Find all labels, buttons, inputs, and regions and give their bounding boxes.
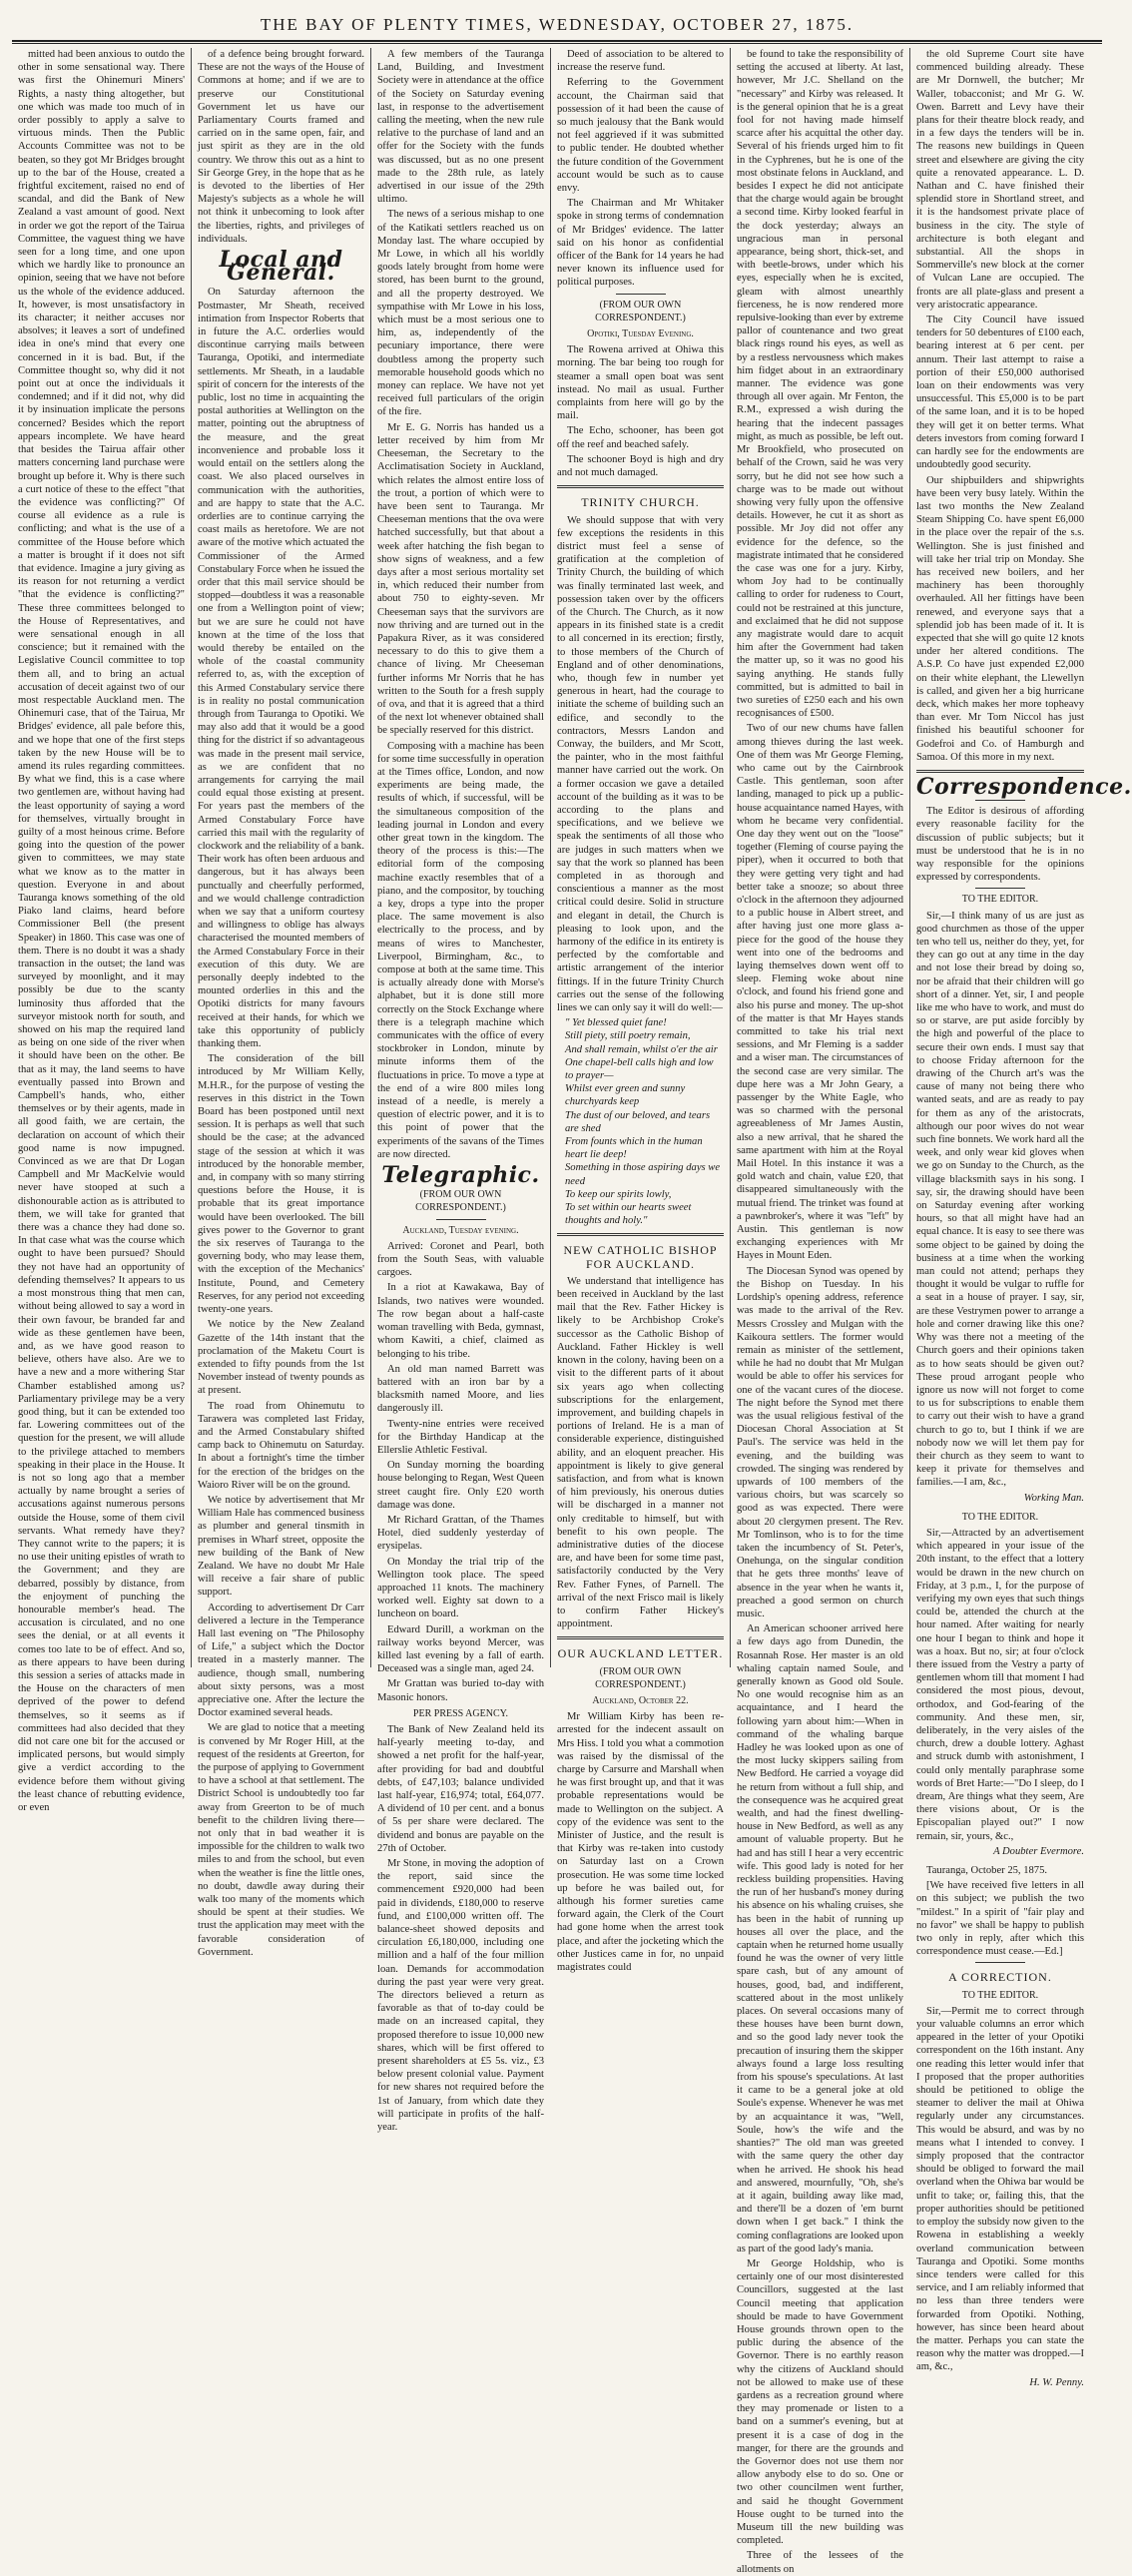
local-general-title: Local and General. bbox=[219, 247, 343, 287]
masthead: THE BAY OF PLENTY TIMES, WEDNESDAY, OCTOBER 27, 1875. bbox=[260, 15, 854, 34]
telegraphic-title: Telegraphic. bbox=[381, 1162, 540, 1189]
editorial-paragraph: mitted had been anxious to outdo the other in some sensational way. There was first the Ohinemuri Miners' Rights, a nasty thing altogether, but one which was made too much of in order possibly to apply a salve to virtuous minds. Then the Public Accounts Committee was not to be beaten, so they got Mr Bridges brought up to the bar of the House, created a frightful excitement, raised no end of scandal, and did the Bank of New Zealand a vast amount of good. Next in order we got the report of the Tairua Committee, the vaguest thing we have seen for a long time, and one upon which we hardly like to pronounce an opinion, seeing that we have not before us the whole of the evidence adduced. It, however, is most unsatisfactory in its character; it neither accuses nor absolves; it leaves a sort of undefined idea in one's mind that every one concerned in it is bad. But, if the Committee thought so, why did it not point out at once the individuals it condemned; and if it did not, why did it by insinuation implicate the persons concerned? Besides which the report appears incomplete. We have heard that besides the Tairua affair other matters concerning land purchase were brought up before it. Why is there such a curt notice of these to the effect "that the evidence was conflicting?" Of course all evidence as a rule is conflicting; and what is the use of a committee of the House before which a matter is brought if it does not sift that evidence. Imagine a jury giving as its reason for not returning a verdict "that the evidence is conflicting?" These three committees belonged to the House of Representatives, and were sensational enough in all conscience; but it remained with the Legislative Council committee to top them all, and to bring an actual accusation of deceit against two of our most respectable Auckland men. The Ohinemuri case, that of the Tairua, Mr Bridges' evidence, all pale before this, and we hope that one of the first steps taken by the new House will be to amend its rules regarding committees. By what we find, this is a case where two gentlemen are, without having had the least opportunity of saying a word for themselves, virtually brought in guilty of a most heinous crime. Before going into the question of the power given to committees, we may state what we know as to the matter in question. Everyone in and about Tauranga knows something of the old Piako land claims, heard before Commissioner Bell (the present Speaker) in 1860. This case was one of them. There is no doubt it was a shady transaction in the outset; the land was surveyed by moonlight, and it may possibly be due to the scanty luminosity thus afforded that the surveyor mistook north for south, and showed on his map the required land as being on one side of the river when it should have been on the other. Be that as it may, the land seems to have eventually passed into Brown and Campbell's hands, who, either themselves or by their agents, made in all good faith, we are certain, the declaration on account of which their good name is now impugned. Convinced as we are that Dr Logan Campbell and Mr MacKelvie would never have stooped at such a dishonourable action as is attributed to them, we will take for granted that there was a chance they had done so. In that case what was the course which ought to have been pursued? Should they not have had an opportunity of defending themselves? It appears to us a most monstrous thing that men can, without being allowed to say a word in their own favour, be branded far and wide as these gentlemen have been, and, as we have good reason to believe, others have also. Are we to have a new and a more withering Star Chamber established among us? Parliamentary privilege may be a very good thing, but it can be extended too far. Lowering committees out of the question for the present, we will allude to the privilege attached to members speaking in their place in the House. It is not so long ago that a member actually by name brought a series of accusations against numerous persons outside the House, some of them civil servants. What remedy have they? They cannot write to the papers; it is no use their uniting epistles of wrath to the Government; and they are debarred, possibly by distance, from the enjoyment of punching the honourable member's head. The accusation is circulated, and no one sees the denial, or at all events it comes too late to be of effect. And so, as there appears to have been during this session a series of attacks made in the House on the characters of men deprived of the power to defend themselves, so it seems as if committees had also decided that they did not care one bit for the accused or implicated persons, but would simply give a verdict according to the evidence before them without giving the least chance of rebutting evidence, or even bbox=[18, 49, 185, 1814]
telegram-item: Mr Richard Grattan, of the Thames Hotel, died suddenly yesterday of erysipelas. bbox=[377, 1514, 544, 1553]
article-paragraph: Two of our new chums have fallen among thieves during the last week. One of them was Mr George Fleming, who came out by the Cairnbrook Castle. This gentleman, soon after landing, managed to pick up a public-house acquaintance named Hayes, with whom he became very confidential. One day they went out on the "loose" together (Fleming of course paying the piper), when it occurred to both that they were getting very tight and had better take a snooze; so about three o'clock in the afternoon they adjourned to a public house in Albert street, and after having just one more glass a-piece for the good of the house they went into one of the bedrooms and laying themselves down went off to sleep. Fleming woke about nine o'clock, and found his friend gone and also his purse and money. The up-shot of the matter is that Mr Hayes stands committed to take his trial next sessions, and Mr Fleming is a sadder and a wiser man. The circumstances of the second case are very similar. The dupe here was a Mr John Geary, a passenger by the White Eagle, who was so charmed with the personal agreeableness of Mr James Austin, also a new arrival, that he shared the same apartment with him at the Royal Mail Hotel. In this instance it was a gold watch and chain, value £20, that disappeared simultaneously with the mutual friend. The trinket was found at a pawnbroker's, where it was "left" by Austin. This gentleman is now exchanging experiences with Mr Hayes in Mount Eden. bbox=[737, 723, 903, 1262]
divider bbox=[975, 888, 1025, 889]
article-paragraph: Mr George Holdship, who is certainly one of our most disinterested Councillors, suggested at the last Council meeting that application should be made to have Government House grounds thrown open to the public during the absence of the Governor. There is no earthly reason why the citizens of Auckland should not be allowed to make use of these gardens as a recreation ground where they may promenade or listen to a band on a summer's evening, but at present it is a case of dog in the manger, for there are the grounds and the Governor does not use them nor allow anybody else to do so. One or two other councilmen went further, and said he thought Government House ought to be turned into the Museum till the new building was completed. bbox=[737, 2257, 903, 2547]
verse-line: To keep our spirits lowly, bbox=[565, 1188, 672, 1200]
columns bbox=[12, 48, 1132, 2575]
article-paragraph: The Diocesan Synod was opened by the Bishop on Tuesday. In his Lordship's opening address, reference was made to the arrival of the Rev. Messrs Crossley and Mulgan with the Kaikoura settlers. The former would remain as minister of the settlement, while he had no doubt that Mr Mulgan would be able to offer his services for one of the vacant cures of the diocese. The night before the Synod met there was the usual religious festival of the Diocesan Choral Association at St Paul's. The service was held in the evening, and the building was crowded. The singing was rendered by upwards of 100 members of the various choirs, but was scarcely so good as was expected. There were about 20 clergymen present. The Rev. Mr Tomlinson, who is to for the time taken the incumbency of St. Peter's, Onehunga, on the singular condition that he gets three months' leave of absence in the year when he wants it, preached a good sermon on church music. bbox=[737, 1265, 903, 1619]
correspondence-title: Correspondence. bbox=[916, 773, 1132, 800]
telegram-item: In a riot at Kawakawa, Bay of Islands, two natives were wounded. The row began about a half-caste woman travelling with Beda, gymnast, whom Kawiti, a chief, claimed as belonging to his tribe. bbox=[377, 1282, 544, 1360]
column-5 bbox=[731, 48, 910, 2575]
section-rule bbox=[916, 770, 1084, 773]
verse-line: One chapel-bell calls high and low to prayer— bbox=[565, 1056, 714, 1082]
telegram-item: Deed of association to be altered to increase the reserve fund. bbox=[557, 49, 724, 74]
letter-heading: TO THE EDITOR. bbox=[961, 1989, 1039, 2001]
section-rule bbox=[557, 1636, 724, 1639]
letter-body: Sir,—Attracted by an advertisement which appeared in your issue of the 20th instant, to the effect that a lottery would be drawn in the new church on Friday, at 3 p.m., I, for the purpose of verifying my own eyes that such things could be, attended the church at the hour named. After waiting for nearly one hour I began to think and hope it was a hoax. But no, sir; at four o'clock there issued from the Vestry a party of gentlemen whom till that moment I had considered the most pious, devout, orthodox, and God-fearing of the community. And these men, sir, deliberately, in the very aisles of the church, drew a double lottery. Aghast and struck dumb with astonishment, I could only mentally paraphrase some words of Bret Harte:—"Do I sleep, do I dream, Are things what they seem, Are there visions about, Or is the Episcopalian played out?" I now remain, sir, yours, &c., bbox=[916, 1527, 1084, 1842]
news-paragraph: Composing with a machine has been for some time successfully in operation at the Times office, London, and now experiments are being made, the results of which, if successful, will be the simultaneous composition of the leading journal in London and every other great town in the kingdom. The theory of the process is this:—The editorial form of the composing machine exactly resembles that of a piano, and the compositor, by touching a key, drops a type into the proper place. The same movement is also electrically to the process, and by means of wires to Manchester, Liverpool, Birmingham, &c., to compose at both at the same time. This is actually already done with Morse's alphabet, but it is done still more correctly on the Stock Exchange where there is a telegraph machine which communicates with the office of every stockbroker in London, minute by minute informs them of the fluctuations in price. To move a type at the end of a wire 800 miles long instead of a needle, is merely a question of electric power, and it is to this point of power that the experiments of the savans of the Times are now directed. bbox=[377, 740, 544, 1160]
letter-heading: TO THE EDITOR. bbox=[961, 1511, 1039, 1523]
divider bbox=[975, 1962, 1025, 1963]
verse-line: " Yet blessed quiet fane! bbox=[565, 1017, 667, 1029]
news-paragraph: The news of a serious mishap to one of the Katikati settlers reached us on Monday last. The whare occupied by Mr Lowe, in which all his worldly goods lately brought from home were stored, has been burnt to the ground, and all the property destroyed. We sympathise with Mr Lowe in his loss, which must be a most serious one to him, as, independently of the pecuniary importance, there were doubtless among the property such memorable household goods which no money can replace. We have not yet received full particulars of the origin of the fire. bbox=[377, 209, 544, 418]
letter-heading: TO THE EDITOR. bbox=[961, 894, 1039, 906]
editorial-conclusion: of a defence being brought forward. These are not the ways of the House of Commons at home; and if we are to preserve our Constitutional Government let us have our Parliamentary Courts framed and carried on in the same open, fair, and just spirit as they are in the old country. We throw this out as a hint to Sir George Grey, in the hope that as he is devoted to the liberties of Her Majesty's subjects as a whole he will not think it unbecoming to look after the liberties, rights, and privileges of individuals. bbox=[198, 49, 364, 245]
correction-heading: A CORRECTION. bbox=[948, 1970, 1052, 1985]
divider bbox=[616, 294, 666, 295]
column-6 bbox=[910, 48, 1132, 2388]
byline: (FROM OUR OWN CORRESPONDENT.) bbox=[595, 299, 686, 323]
letter-signature: Working Man. bbox=[1023, 1492, 1084, 1504]
telegram-item: Referring to the Government account, the Chairman said that possession of it had been the cause of so much jealousy that the Bank would not feel aggrieved if it was submitted to public tender. He doubted whether the future condition of the Government account would be such as to cause envy. bbox=[557, 77, 724, 195]
column-4 bbox=[551, 48, 731, 1974]
article-paragraph: Mr William Kirby has been re-arrested for the indecent assault on Mrs Hiss. I told you what a commotion was raised by the dismissal of the charge by Carsurre and Marshall when he was first brought up, and that it was probable representations would be made to Wellington on the subject. A copy of the evidence was sent to the Minister of Justice, and the result is that Kirby was re-taken into custody on Saturday last on a Crown prosecution. He was some time locked up before he was bailed out, for although his former sureties came forward again, the Clerk of the Court had gone home when the arrest took place, and after the jocketing which the other Justices came in for, no unpaid magistrates could bbox=[557, 1711, 724, 1974]
article-paragraph: Three of the lessees of the allotments on bbox=[737, 2550, 903, 2575]
telegram-item: Arrived: Coronet and Pearl, both from the South Seas, with valuable cargoes. bbox=[377, 1240, 544, 1279]
editor-notice: The Editor is desirous of affording every reasonable facility for the discussion of public subjects; but it must be understood that he is in no way responsible for the opinions expressed by correspondents. bbox=[916, 806, 1084, 884]
news-paragraph: The consideration of the bill introduced by Mr William Kelly, M.H.R., for the purpose of vesting the reserves in this district in the Town Board has been postponed until next session. It is perhaps as well that such should be the case; at the advanced stage of the session at which it was introduced by the honorable member, and, in company with so many stirring questions before the House, it is probable that its great importance would have been overlooked. The bill gives power to the Governor to grant the six reserves of Tauranga to the governing body, who may lease them, with the exception of the Mechanics' Institute, Pound, and Cemetery Reserves, for any period not exceeding twenty-one years. bbox=[198, 1053, 364, 1316]
press-agency-byline: PER PRESS AGENCY. bbox=[412, 1707, 509, 1719]
editor-note: [We have received five letters in all on this subject; we publish the two "mildest." In a spirit of "fair play and no favor" we shall be happy to publish two only in reply, after which this correspondence must cease.—Ed.] bbox=[916, 1880, 1084, 1958]
dateline: Auckland, October 22. bbox=[592, 1694, 689, 1706]
trinity-church-heading: TRINITY CHURCH. bbox=[581, 495, 700, 510]
verse-line: The dust of our beloved, and tears are shed bbox=[565, 1109, 711, 1134]
news-paragraph: The road from Ohinemutu to Tarawera was completed last Friday, and the Armed Constabulary shifted camp back to Ohinemutu on Saturday. In about a fortnight's time the timber for the erection of the bridges on the Waioro River will be on the ground. bbox=[198, 1400, 364, 1491]
letter-body: Sir,—I think many of us are just as good churchmen as those of the upper ten who tell us, neither do they, yet, for they can go out at any time in the day and not lose their bread by doing so, nor be afraid that their children will go short of a dinner. Yet, sir, I and people like me who have to work, and must do so or starve, are put aside forcibly by the high and powerful of the place to secure their own ends. I must say that to choose Friday afternoon for the drawing of the Church art's was the cause of many not being there who wanted seats, and are as ready to pay for them as any of the aristocrats, although our poor wives do not wear such fine bonnets. We work hard all the week, and only wear kid gloves when we go on Sunday to the Church, as the village blacksmith says in his song. I say, sir, the drawing should have been on Saturday evening after working hours, so that all might have had an equal chance. It is easy to see there was some object to be gained by doing the business at a time when the working man could not attend; perhaps they thought it would be vulgar to ruffle for a seat in a house of prayer. I say, sir, are these Vestrymen power to arrange a hole and corner drawing like this one? Why was there not a meeting of the Church goers and their opinions taken as to how seats should be given out? These proud arrogant people who ignore us now will not forget to come to us for subscriptions to enable them to carry out their wish to have a grand church to go to, but I think if we are nobody now we will let them pay for their church as they seem to want to keep it private for themselves and families.—I am, &c., bbox=[916, 910, 1084, 1489]
telegram-item: The Rowena arrived at Ohiwa this morning. The bar being too rough for steamer a small open boat was sent instead. No mail as usual. Further complaints from here will go by the mail. bbox=[557, 344, 724, 422]
masthead-rule bbox=[12, 40, 1102, 44]
catholic-bishop-heading: NEW CATHOLIC BISHOP FOR AUCKLAND. bbox=[563, 1243, 718, 1271]
verse-line: Still piety, still poetry remain, bbox=[565, 1030, 691, 1042]
telegram-item: Mr Stone, in moving the adoption of the report, said since the commencement £920,000 had been paid in dividends, £180,000 to reserve fund, and £100,000 written off. The balance-sheet showed deposits and circulation £6,180,000, including one million and a half of the four million loan. Demands for accommodation during the past year were very great. The directors believed a return as favorable as that of to-day could be made on an increased capital, they proposed therefore to issue 10,000 new shares, which will be first offered to present shareholders at £5 5s. viz., £3 below present colonial value. Payment for new shares not required before the 1st of January, from which date they will participate in profits of the half-year. bbox=[377, 1858, 544, 2134]
section-rule bbox=[557, 1233, 724, 1236]
verse-line: And shall remain, whilst o'er the air bbox=[565, 1043, 718, 1055]
verse-line: Something in those aspiring days we need bbox=[565, 1162, 721, 1187]
news-paragraph: We notice by advertisement that Mr William Hale has commenced business as plumber and general tinsmith in premises in Wharf street, opposite the new building of the Bank of New Zealand. We have no doubt Mr Hale will receive a fair share of public support. bbox=[198, 1494, 364, 1599]
letter-signature: H. W. Penny. bbox=[1029, 2376, 1084, 2388]
article-paragraph: be found to take the responsibility of setting the accused at liberty. At last, however, Mr J.C. Shelland on the "necessary" and Kirby was released. It is the general opinion that he is a great fool for not having made himself scarce after his acquittal the other day. Several of his friends urged him to fit in the Cyphrenes, but he is one of the most obstinate felons in Auckland, and besides I expect he did not anticipate that the charge would again be brought a second time. Kirby looked fearful in the dock yesterday; always an ungracious man in personal appearance, being short, thick-set, and with beetle-brows, under which his eyes, especially when he is excited, gleam with almost unearthly fierceness, he is now rendered more repulsive-looking than ever by extreme pallor of countenance and two great black rings round his eyes, as well as by a restless nervousness which makes him fidget about in an extraordinary manner. The evidence was gone through all over again. Mr Fenton, the R.M., expressed a wish during the hearing that the indecent passages might, as much as possible, be left out. Mr Brookfield, who prosecuted on behalf of the Crown, said he was very sorry, but he did not see how such a charge was to be made out without showing very fully upon the offensive details. However, he cut it as short as possible. Mr Joy did not offer any evidence for the defence, so the magistrate intimated that he considered the case was one for a jury. Kirby, whom Joy had to be continually calling to order for rudeness to Court, could not be restrained at this juncture, and exclaimed that he did not suppose any magistrate would dare to acquit him after the Government had taken the matter up, so it was no good his saying anything. He stands fully committed, but is admitted to bail in two sureties of £250 each and his own recognisances of £500. bbox=[737, 49, 903, 720]
column-2 bbox=[192, 48, 371, 1958]
column-3 bbox=[371, 48, 551, 2134]
article-paragraph: An American schooner arrived here a few days ago from Dunedin, the Rosannah Rose. Her master is an old whaling captain named Soule, and generally known as Good old Soule. No one would recognise him as an acquaintance, and I heard the following yarn about him:—When in command of the whaling barque Hadley he was looked upon as one of the most lucky skippers sailing from New Bedford. He carried a voyage did he return from without a full ship, and the consequence was he acquired great wealth, and had the finest dwelling-house in New Bedford, as well as any amount of valuable property. But he had and has still I hear a very eccentric wife. This good lady is noted for her reckless building propensities. Having the run of her husband's money during his absence on his whaling cruises, she has been in the habit of running up houses all over the place, and the captain when he returned home usually found he was the owner of very little spare cash, but of any amount of houses, good, bad, and indifferent, scattered about in the most unlikely places. On several occasions many of these houses have been burnt down, and so the good lady never took the precaution of insuring them the skipper always found a large loss resulting from his spouse's speculations. At last it came to be a general joke at old Soule's expense. Whenever he was met by an acquaintance it was, "Well, Soule, how's the wife and the shanties?" The old man was greeted with the same query the other day when he arrived. He shook his head and answered, mournfully, "Oh, she's at it again, building away like mad, and there'll be a dozen of 'em burnt down when I get back." I think the coming conflagrations are looked upon as part of the good lady's mania. bbox=[737, 1623, 903, 2254]
telegram-item: The Chairman and Mr Whitaker spoke in strong terms of condemnation of Mr Bridges' evidence. The latter said on his honor as confidential officer of the Bank for 14 years he had never known its influence used for political purposes. bbox=[557, 198, 724, 289]
telegram-item: An old man named Barrett was battered with an iron bar by a blacksmith named Moore, and lies dangerously ill. bbox=[377, 1363, 544, 1415]
telegram-item: The schooner Boyd is high and dry and not much damaged. bbox=[557, 453, 724, 479]
divider bbox=[975, 800, 1025, 801]
article-paragraph: The City Council have issued tenders for 50 debentures of £100 each, bearing interest at 6 per cent. per annum. Their last attempt to raise a portion of their £50,000 authorised loan on their endowments was very unsuccessful. This £5,000 is to be part of the same loan, and it is to be hoped they will get it on better terms. What deters investors from coming forward I can hardly see for the endowments are undoubtedly good security. bbox=[916, 315, 1084, 471]
auckland-letter-heading: OUR AUCKLAND LETTER. bbox=[557, 1646, 724, 1661]
section-rule bbox=[557, 485, 724, 488]
letter-body: Sir,—Permit me to correct through your valuable columns an error which appeared in the letter of your Opotiki correspondent on the 16th instant. Any one reading this letter would infer that I proposed that the proper authorities should be petitioned to oblige the steamer to deliver the mail at Ohiwa regularly under any circumstances. This would be absurd, and was by no means what I intended to convey. I simply proposed that the contractor should be obliged to forward the mail overland when the Ohiwa bar would be unfit to take; or, failing this, that the proper authorities should be petitioned to employ the subsidy now given to the Rowena in establishing a weekly overland communication between Tauranga and Opotiki. Some months since tenders were called for this service, and I am reliably informed that no less than three tenders were forwarded from Opotiki. Nothing, however, has since been heard about the matter. Perhaps you can state the reason why the matter was dropped.—I am, &c., bbox=[916, 2005, 1084, 2373]
dateline: Auckland, Tuesday evening. bbox=[402, 1224, 519, 1236]
telegram-item: Edward Durill, a workman on the railway works beyond Mercer, was killed last evening by a fall of earth. Deceased was a single man, aged 24. bbox=[377, 1623, 544, 1675]
byline: (FROM OUR OWN CORRESPONDENT.) bbox=[415, 1189, 506, 1214]
news-paragraph: We notice by the New Zealand Gazette of the 14th instant that the proclamation of the Maketu Court is extended to fifty pounds from the 1st November instead of twenty pounds as at present. bbox=[198, 1319, 364, 1397]
byline: (FROM OUR OWN CORRESPONDENT.) bbox=[595, 1665, 686, 1690]
news-paragraph: Mr E. G. Norris has handed us a letter received by him from Mr Cheeseman, the Secretary to the Acclimatisation Society in Auckland, which relates the almost entire loss of the trout, a portion of which were to have been sent to Tauranga. Mr Cheeseman mentions that the ova were hatched successfully, but that about a week after hatching the fish began to show signs of weakness, and a few days after a most serious mortality set in, which reduced their number from about 750 to eighty-seven. Mr Cheeseman says that the survivors are now thriving and are turned out in the Papakura River, as it was considered necessary to do this to give them a chance of living. Mr Cheeseman further informs Mr Norris that he has written to the South for a fresh supply of ova, and that it is agreed that a third of the next lot whenever obtained shall be specially reserved for this district. bbox=[377, 421, 544, 737]
news-paragraph: According to advertisement Dr Carr delivered a lecture in the Temperance Hall last evening on "The Philosophy of Life," a subject which the Doctor treated in a masterly manner. The audience, though small, numbering about sixty persons, was a most appreciative one. After the lecture the Doctor examined several heads. bbox=[198, 1602, 364, 1719]
divider bbox=[436, 1219, 486, 1220]
letter-date: Tauranga, October 25, 1875. bbox=[926, 1865, 1048, 1877]
telegram-item: Mr Grattan was buried to-day with Masonic honors. bbox=[377, 1678, 544, 1703]
article-paragraph: the old Supreme Court site have commenced building already. These are Mr Dornwell, the butcher; Mr Waller, tobacconist; and Mr G. W. Owen. Barrett and Levy have their plans for their theatre block ready, and in a few days the tenders will be in. The reasons new buildings in Queen street and elsewhere are giving the city quite a renovated appearance. L. D. Nathan and C. have finished their splendid store in Shortland street, and it is the handsomest private place of business in the city. The style of architecture is both elegant and substantial. All the shops in Sommerville's new block at the corner of Vulcan Lane are occupied. The fronts are all plate-glass and present a very aristocratic appearance. bbox=[916, 49, 1084, 311]
telegram-item: The Bank of New Zealand held its half-yearly meeting to-day, and showed a net profit for the half-year, after providing for bad and doubtful debts, of £47,103; balance undivided last half-year, £16,974; total, £64,077. A dividend of 10 per cent. and a bonus of 5s per share were declared. The dividend and bonus are payable on the 27th of October. bbox=[377, 1723, 544, 1854]
verse-line: To set within our hearts sweet thoughts and holy." bbox=[565, 1202, 692, 1227]
article-paragraph: We understand that intelligence has been received in Auckland by the last mail that the Rev. Father Hickey is likely to be Archbishop Croke's successor as the Catholic Bishop of Auckland. Father Hickley is well known in the colony, having been on a visit to the different parts of it about six years ago when collecting subscriptions for the enlargement, improvement, and building chapels in portions of Ireland. He is a man of considerable experience, distinguished ability, and an eloquent preacher. His appointment is likely to give general satisfaction, and from what is known of him previously, his onerous duties will be discharged in a manner not only creditable to himself, but with benefit to his own people. The administrative duties of the diocese are, and have been for some time past, satisfactorily conducted by the Very Rev. Father Fynes, of Parnell. The arrival of the next Frisco mail is likely to confirm Father Hickey's appointment. bbox=[557, 1275, 724, 1630]
telegram-item: On Sunday morning the boarding house belonging to Regan, West Queen street caught fire. Only £20 worth damage was done. bbox=[377, 1460, 544, 1511]
news-paragraph: On Saturday afternoon the Postmaster, Mr Sheath, received intimation from Inspector Roberts that in future the A.C. orderlies would discontinue carrying mails between Tauranga, Opotiki, and intermediate settlements. Mr Sheath, in a laudable spirit of concern for the interests of the public, lost no time in acquainting the postal authorities at Wellington on the matter, pointing out the abruptness of the measure, and the great inconvenience and probable loss it would entail on the settlers along the coast. We also placed ourselves in communication with the authorities, and are happy to state that the A.C. orderlies are to continue carrying the coast mails as heretofore. We are not aware of the motive which actuated the Commissioner of the Armed Constabulary Force when he issued the order that this mail service should be stopped—doubtless it was a reasonable one from a Wellington point of view; but we are sure he could not have known at the time of the loss that would thereby be entailed on the whole of the coastal community referred to, as, with the exception of this Armed Constabulary service there is in reality no postal communication through from Tauranga to Opotiki. We may also add that it would be a good thing for the district if so advantageous was made in the present mail service, as we are confident that no arrangements for carrying the mail could equal those existing at present. For years past the members of the Armed Constabulary Force have carried this mail with the regularity of clockwork and the reliability of a bank. Their work has often been arduous and dangerous, but it has always been punctually and cheerfully performed, and we would challenge contradiction when we say that a uniform courtesy and willingness to oblige has always characterised the mounted members of the Armed Constabulary Force in their execution of this duty. We are personally deeply indebted to the mounted orderlies in this and the Opotiki districts for many favours received at their hands, for which we take this opportunity of publicly thanking them. bbox=[198, 287, 364, 1050]
column-1 bbox=[12, 48, 192, 1814]
telegram-item: The Echo, schooner, has been got off the reef and beached safely. bbox=[557, 425, 724, 450]
letter-signature: A Doubter Evermore. bbox=[993, 1845, 1084, 1857]
news-paragraph: We are glad to notice that a meeting is convened by Mr Roger Hill, at the request of the residents at Greerton, for the purpose of applying to Government to have a school at that settlement. The District School is undoubtedly too far away from Greerton to be of much benefit to the children living there—not only that in bad weather it is impossible for the children to walk two miles to and from the school, but even when the weather is fine the little ones, no doubt, dawdle away during their walk too many of the moments which should be spent at their studies. We trust the application may meet with the favorable consideration of Government. bbox=[198, 1722, 364, 1958]
telegram-item: Twenty-nine entries were received for the Birthday Handicap at the Ellerslie Athletic Festival. bbox=[377, 1418, 544, 1456]
dateline: Opotiki, Tuesday Evening. bbox=[587, 328, 694, 340]
telegram-item: On Monday the trial trip of the Wellington took place. The speed approached 11 knots. The machinery worked well. Eighty sat down to a luncheon on board. bbox=[377, 1556, 544, 1620]
verse-line: Whilst ever green and sunny churchyards keep bbox=[565, 1083, 686, 1108]
verse-line: From founts which in the human heart lie deep! bbox=[565, 1136, 703, 1161]
news-paragraph: A few members of the Tauranga Land, Building, and Investment Society were in attendance at the office of the Society on Saturday evening last, in response to the advertisement calling the meeting, when the new rule relative to the purchase of land and an offer for the Society with the funds was discussed, but as no one present made to the 28th rule, as lately advertised in our issue of the 29th ultimo. bbox=[377, 49, 544, 206]
article-paragraph: Our shipbuilders and shipwrights have been very busy lately. Within the last two months the New Zealand Steam Shipping Co. have spent £6,000 in the place over the repair of the s.s. Wellington. She is just finished and will take her trial trip on Monday. She has received new boilers, and her machinery has been thoroughly overhauled. All her fittings have been renewed, and everyone says that a splendid job has been made of it. It is expected that she will go quite 12 knots under her altered conditions. The A.S.P. Co have just expended £2,000 on their white elephant, the Llewellyn is called, and given her a big hurricane deck, which makes her more topheavy than ever. Mr Tom Niccol has just finished his beautiful schooner for Godefroi and Co. of Hamburgh and Samoa. Of this more in my next. bbox=[916, 474, 1084, 763]
article-paragraph: We should suppose that with very few exceptions the residents in this district must feel a sense of gratification at the completion of Trinity Church, the building of which was finally terminated last week, and possession taken over by the officers of the Church. The Church, as it now appears in its finished state is a credit to all concerned in its erection; firstly, to those members of the Church of England and of other denominations, who, though few in number yet generous in heart, had the courage to initiate the scheme of building such an edifice, and secondly to the contractors, Messrs Landon and Conway, the builders, and Mr Scott, the painter, who in the most faithful manner have carried out the work. On a former occasion we gave a detailed account of the building as it was to be according to the plans and specifications, and we believe we speak the sentiments of all those who are judges in such matters when we say that the work so planned has been completed in as thorough and conscientious a manner as the most critical could desire. Solid in structure and elegant in detail, the Church is pleasing to look upon, and the harmony of the edifice in its entirety is perfected by the comfortable and artistic arrangement of the interior fittings. If in the future Trinity Church carries out the sense of the following lines we can only say it will do well:— bbox=[557, 514, 724, 1014]
